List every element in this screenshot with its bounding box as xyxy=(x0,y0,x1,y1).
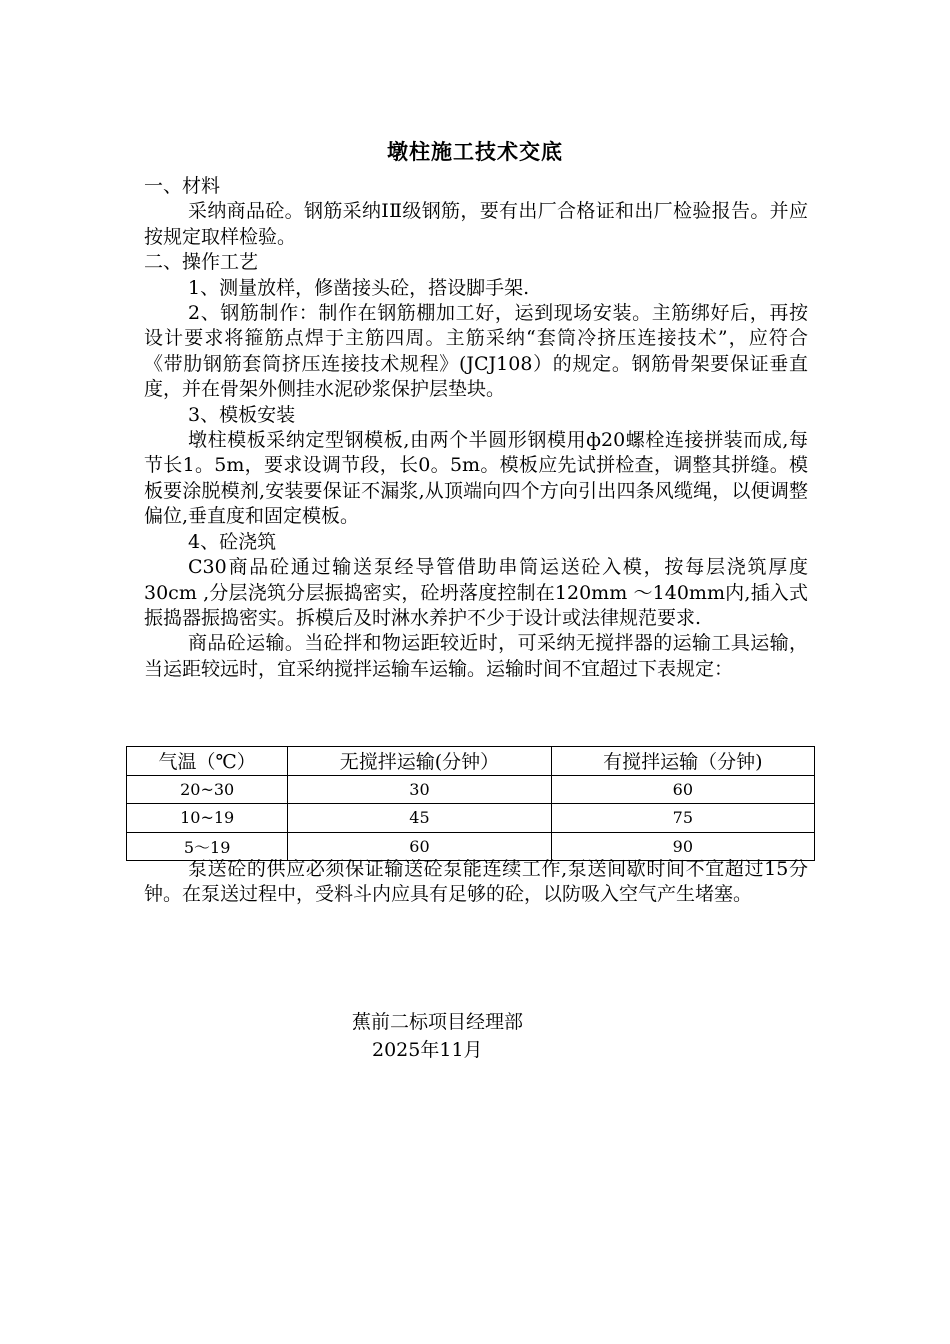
table-cell: 20~30 xyxy=(127,775,288,804)
table-cell: 90 xyxy=(551,832,814,861)
table-cell: 60 xyxy=(551,775,814,804)
table-cell: 30 xyxy=(288,775,551,804)
table-header-cell: 无搅拌运输(分钟） xyxy=(288,747,551,776)
paragraph: 4、砼浇筑 xyxy=(188,530,277,553)
paragraph: 商品砼运输。当砼拌和物运距较近时，可采纳无搅拌器的运输工具运输，当运距较远时，宜采纳搅拌运输车运输。运输时间不宜超过下表规定： xyxy=(144,632,808,680)
body-text-after-table xyxy=(144,857,808,908)
table-header-cell: 有搅拌运输（分钟) xyxy=(551,747,814,776)
table-row xyxy=(127,775,815,804)
table-header-cell: 气温（℃） xyxy=(127,747,288,776)
signature-block xyxy=(352,1008,523,1064)
signature-date: 2025年11月 xyxy=(372,1039,483,1061)
paragraph: 泵送砼的供应必须保证输送砼泵能连续工作,泵送间歇时间不宜超过15分钟。在泵送过程中，受料斗内应具有足够的砼，以防吸入空气产生堵塞。 xyxy=(144,858,808,906)
table-header-row xyxy=(127,747,815,776)
table-cell: 5～19 xyxy=(127,832,288,861)
table-cell: 45 xyxy=(288,804,551,833)
table-cell: 60 xyxy=(288,832,551,861)
paragraph: 二、操作工艺 xyxy=(144,251,259,274)
paragraph: C30商品砼通过输送泵经导管借助串筒运送砼入模，按每层浇筑厚度30cm ,分层浇筑分层振捣密实，砼坍落度控制在120mm ～140mm内,插入式振捣器振捣密实。拆模后及时淋水养护不少于设计或法律规范要求. xyxy=(144,556,808,629)
table-cell: 10~19 xyxy=(127,804,288,833)
body-text-before-table xyxy=(144,174,808,682)
paragraph: 采纳商品砼。钢筋采纳ⅠⅡ级钢筋，要有出厂合格证和出厂检验报告。并应按规定取样检验。 xyxy=(144,200,808,248)
paragraph: 2、钢筋制作：制作在钢筋棚加工好，运到现场安装。主筋绑好后，再按设计要求将箍筋点焊于主筋四周。主筋采纳“套筒冷挤压连接技术”，应符合《带肋钢筋套筒挤压连接技术规程》(JCJ108）的规定。钢筋骨架要保证垂直度，并在骨架外侧挂水泥砂浆保护层垫块。 xyxy=(144,302,808,401)
paragraph: 一、材料 xyxy=(144,175,221,197)
transport-time-table xyxy=(126,746,815,861)
signature-org: 蕉前二标项目经理部 xyxy=(352,1011,524,1033)
table-cell: 75 xyxy=(551,804,814,833)
paragraph: 1、测量放样，修凿接头砼，搭设脚手架. xyxy=(188,276,530,299)
paragraph: 墩柱模板采纳定型钢模板,由两个半圆形钢模用ф20螺栓连接拼装而成,每节长1。5m，要求设调节段，长0。5m。模板应先试拼检查，调整其拼缝。模板要涂脱模剂,安装要保证不漏浆,从顶端向四个方向引出四条风缆绳，以便调整偏位,垂直度和固定模板。 xyxy=(144,429,808,528)
table-row xyxy=(127,804,815,833)
page-title: 墩柱施工技术交底 xyxy=(387,139,563,164)
paragraph: 3、模板安装 xyxy=(188,403,296,426)
